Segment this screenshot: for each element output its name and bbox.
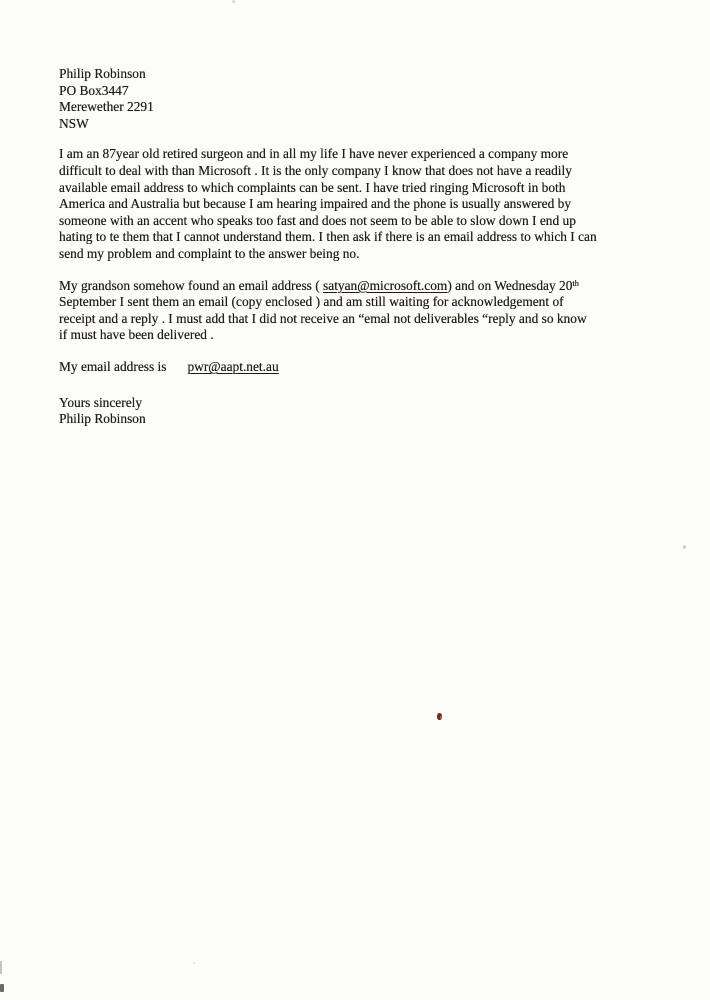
- letter-line: [59, 213, 683, 230]
- email-text-satyan: satyan@microsoft.com: [323, 277, 448, 293]
- letter-line: [59, 196, 683, 213]
- letter-text: My grandson somehow found an email address (: [59, 277, 324, 293]
- dust-dot: [683, 545, 686, 549]
- email-line: [59, 359, 683, 376]
- letter-text: PO Box3447: [59, 82, 129, 98]
- letter-text: Philip Robinson: [59, 66, 146, 81]
- letter-line: [59, 278, 683, 295]
- letter-text: My email address is: [59, 358, 167, 374]
- paragraph-2: [59, 278, 683, 344]
- letter-text: Merewether 2291: [59, 99, 154, 115]
- ink-speck: [437, 713, 442, 720]
- letter-line: [59, 229, 683, 246]
- sender-block: [59, 66, 683, 132]
- letter-line: [59, 411, 683, 428]
- dust-dot-3: [193, 962, 195, 964]
- letter-line: [59, 116, 683, 133]
- letter-text: I am an 87year old retired surgeon and in all my life I have never experienced a company more: [59, 146, 569, 162]
- scan-edge-mark-2: [0, 984, 4, 992]
- letter-line: [59, 359, 683, 376]
- letter-line: [59, 83, 683, 100]
- letter-line: [59, 180, 683, 197]
- ink-speck-highlight: [440, 716, 442, 719]
- letter-line: [59, 395, 683, 412]
- letter-text: available email address to which complaints can be sent. I have tried ringing Microsoft in both: [59, 179, 566, 195]
- closing: [59, 395, 683, 428]
- letter-line: [59, 146, 683, 163]
- scan-edge-mark: [0, 961, 2, 974]
- letter-text: Yours sincerely: [59, 394, 143, 410]
- paragraph-1: [59, 146, 683, 262]
- letter-text: send my problem and complaint to the answer being no.: [59, 245, 360, 261]
- letter-line: [59, 311, 683, 328]
- letter-text: hating to te them that I cannot understand them. I then ask if there is an email address to which I can: [59, 229, 597, 245]
- letter-text: September I sent them an email (copy enclosed ) and am still waiting for acknowledgement of: [59, 294, 564, 310]
- email-text-pwr: pwr@aapt.net.au: [187, 358, 279, 374]
- letter-text: NSW: [59, 115, 89, 131]
- letter-line: [59, 66, 683, 83]
- letter-line: [59, 294, 683, 311]
- ordinal-superscript: th: [572, 278, 579, 288]
- letter-line: [59, 163, 683, 180]
- letter-line: [59, 99, 683, 116]
- letter-text: if must have been delivered .: [59, 327, 214, 343]
- dust-dot-2: [232, 0, 235, 3]
- letter-text: someone with an accent who speaks too fast and does not seem to be able to slow down I end up: [59, 212, 576, 228]
- letter-text: difficult to deal with than Microsoft . It is the only company I know that does not have a readily: [59, 162, 572, 178]
- letter-line: [59, 327, 683, 344]
- letter-text: receipt and a reply . I must add that I did not receive an “emal not deliverables “reply and so know: [59, 310, 587, 326]
- letter-text: Philip Robinson: [59, 411, 146, 427]
- letter-text: ) and on Wednesday 20: [447, 277, 573, 293]
- letter-body: [59, 66, 683, 428]
- letter-line: [59, 246, 683, 263]
- letter-text: America and Australia but because I am hearing impaired and the phone is usually answered by: [59, 196, 572, 212]
